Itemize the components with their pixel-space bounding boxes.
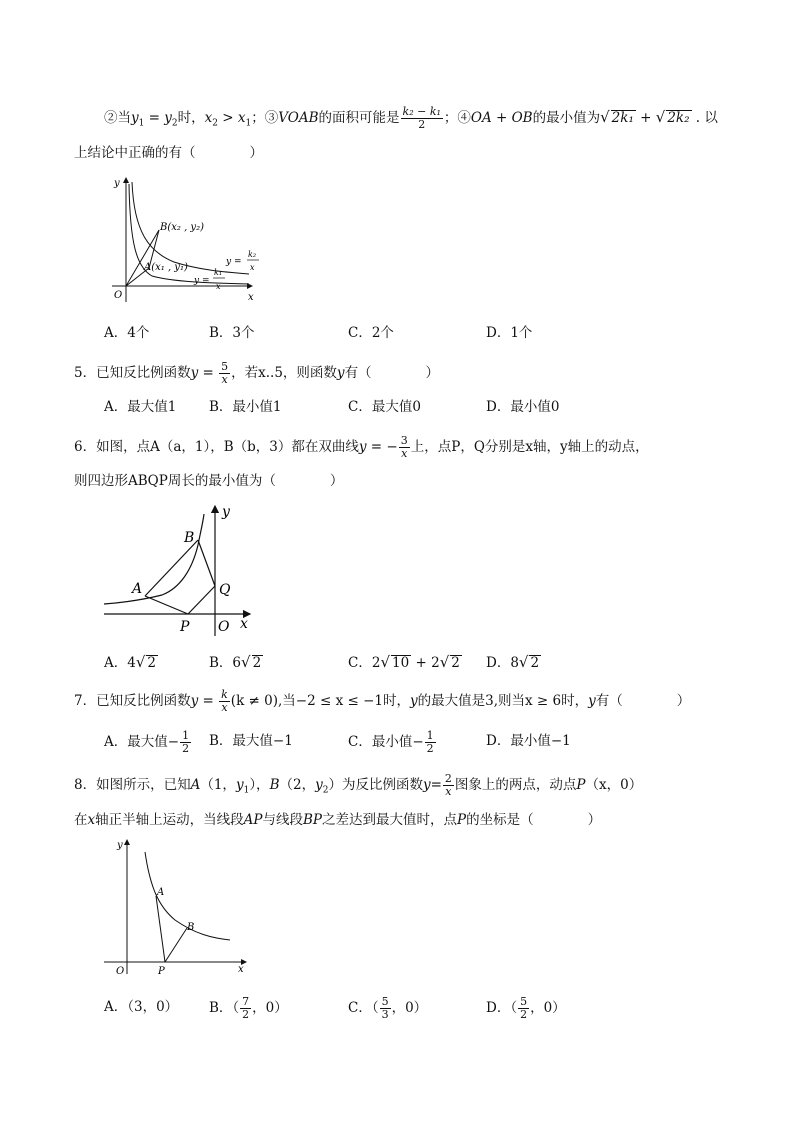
q8-option-b-fraction [240, 996, 251, 1021]
q8-option-c-end: ，0） [391, 1000, 428, 1016]
q6-option-c-root2: 2 [451, 655, 460, 671]
q7-option-a-num: 1 [182, 729, 190, 742]
q6-fig-b-label: B [184, 530, 195, 546]
q8-line2-d: 之差达到最大值时，点 [321, 812, 457, 828]
q6-option-c-coef1: 2 [371, 655, 381, 671]
sqrt-icon: √ [380, 653, 390, 671]
q7-option-c-num: 1 [426, 729, 434, 742]
q5-question [74, 361, 439, 386]
q8-fn: y= [422, 777, 442, 793]
q6-tail: 上，点P，Q分别是x轴，y轴上的动点， [410, 439, 649, 455]
q8-option-b-den: 2 [242, 1008, 250, 1021]
q6-fn: y = − [358, 439, 398, 455]
q7-cond: (k ≠ 0),当−2 ≤ x ≤ −1时， [230, 693, 410, 709]
q4-frac-num: k₂ − k₁ [402, 105, 441, 118]
q8-option-b-end: ，0） [252, 1000, 288, 1016]
q4-statements-line [104, 106, 718, 134]
q5-num: 5 [221, 360, 229, 373]
q6-option-c[interactable] [348, 651, 462, 674]
q8-segment-bp [165, 928, 187, 962]
q4-fig-k1-label: y = [194, 276, 210, 286]
q8-fig-x-label: x [238, 964, 244, 975]
q8-a-coord: （1， [200, 777, 236, 793]
q8-figure [100, 836, 260, 978]
q6-fig-p-label: P [180, 619, 190, 635]
q5-option-d[interactable]: D．最小值0 [486, 399, 560, 415]
q5-lead: 5．已知反比例函数 [74, 365, 191, 381]
q8-num: 2 [444, 772, 452, 785]
q8-fig-y-label: y [117, 840, 123, 851]
q8-option-c[interactable] [348, 996, 427, 1021]
q4-x1: x [237, 110, 246, 126]
q8-line2-c: 与线段 [262, 812, 303, 828]
q8-option-c-fraction [380, 996, 391, 1021]
q5-fn: y = [190, 365, 219, 381]
q6-segment-pq [188, 586, 215, 614]
q7-val: 3 [485, 693, 494, 709]
q6-question-line2: 则四边形ABQP周长的最小值为（ ） [74, 473, 344, 489]
q7-y: y [410, 693, 418, 709]
q6-option-b[interactable] [209, 651, 263, 674]
q8-lead: 8．如图所示，已知 [74, 777, 191, 793]
q8-b-coord: （2， [279, 777, 316, 793]
q4-s2: ②当 [104, 110, 131, 126]
q6-figure [100, 500, 260, 638]
q4-end: . 以 [691, 110, 718, 126]
q6-option-c-coef2: 2 [431, 655, 440, 671]
q7-fn: y = [190, 693, 219, 709]
q8-fraction [443, 773, 454, 798]
q8-den: x [445, 785, 452, 798]
q6-option-b-root: 2 [252, 655, 262, 671]
q8-y1: y [235, 777, 244, 793]
q7-option-b[interactable]: B．最大值−1 [209, 733, 293, 749]
q4-plus: + [635, 110, 656, 126]
q8-segment-ap [156, 896, 165, 962]
q4-option-d[interactable]: D．1个 [486, 325, 533, 341]
q6-question [74, 435, 649, 460]
q6-option-d-coef: 8 [510, 655, 519, 671]
q4-area-fraction [401, 106, 443, 131]
sqrt-icon: √ [655, 108, 666, 126]
q6-option-b-label: B． [209, 655, 233, 671]
q8-p2: P [456, 812, 467, 828]
q8-option-b-num: 7 [242, 995, 250, 1008]
q4-x2-sub: 2 [212, 118, 219, 129]
sqrt-icon: √ [518, 653, 529, 671]
q7-option-c-den: 2 [426, 742, 434, 755]
q8-p: P [576, 777, 586, 793]
q8-line2-b: 轴正半轴上运动，当线段 [95, 812, 244, 828]
q6-num: 3 [400, 434, 408, 447]
q7-mid: 的最大值是 [417, 693, 486, 709]
q4-fig-x-label: x [248, 292, 254, 303]
q7-option-c-fraction [425, 730, 436, 755]
q6-hyperbola [104, 514, 204, 604]
q8-option-b[interactable] [209, 996, 288, 1021]
q4-fig-k2-label: y = [226, 257, 242, 267]
q8-option-c-den: 3 [381, 1008, 389, 1021]
sqrt-icon: √ [135, 653, 146, 671]
q8-mid: 图象上的两点，动点 [454, 777, 577, 793]
q5-option-b[interactable]: B．最小值1 [209, 399, 282, 415]
q7-option-c[interactable] [348, 730, 437, 755]
q8-ap: AP [243, 812, 263, 828]
q8-option-a[interactable]: A．（3，0） [104, 999, 179, 1015]
q6-segment-bq [198, 540, 215, 586]
q8-y2-sub: 2 [322, 785, 329, 796]
q4-eq: = [144, 110, 165, 126]
q6-option-b-coef: 6 [232, 655, 242, 671]
q8-fig-b-label: B [187, 922, 195, 933]
q6-option-a-root: 2 [147, 655, 156, 671]
q6-option-d-label: D． [486, 655, 511, 671]
q4-min-text: 的最小值为 [532, 110, 601, 126]
q4-sum-text: OA + OB [470, 110, 533, 126]
q8-option-c-num: 5 [381, 995, 389, 1008]
q7-option-a-fraction [180, 730, 191, 755]
q8-a: A [190, 777, 201, 793]
q4-root1: 2k₁ [611, 110, 634, 126]
q4-fig-k1-num: k₁ [214, 268, 223, 277]
q6-option-c-label: C． [348, 655, 372, 671]
q4-fig-o-label: O [114, 290, 123, 301]
q6-fig-o-label: O [218, 619, 230, 635]
q4-area-tail: 的面积可能是 [318, 110, 400, 126]
q4-x1-sub: 1 [245, 118, 252, 129]
q6-lead: 6．如图，点A（a，1），B（b，3）都在双曲线 [74, 439, 359, 455]
q4-y1: y [131, 110, 139, 126]
q6-option-a-coef: 4 [127, 655, 136, 671]
q4-fig-y-label: y [114, 178, 120, 189]
q7-option-c-label: C．最小值− [348, 734, 424, 750]
q4-fig-a-label: A(x₁ , y₁) [144, 262, 188, 273]
q7-option-a[interactable] [104, 730, 192, 755]
q8-option-d-num: 5 [520, 995, 528, 1008]
q8-question-line2 [74, 810, 601, 830]
q7-mid2: ,则当x ≥ 6时， [493, 693, 589, 709]
q4-time: 时， [177, 110, 205, 126]
q8-y1-sub: 1 [243, 785, 250, 796]
q6-segment-ap [145, 596, 188, 614]
q6-option-a[interactable] [104, 651, 158, 674]
q5-cond: ，若x..5，则函数 [231, 365, 337, 381]
sqrt-icon: √ [439, 653, 450, 671]
q8-fig-o-label: O [116, 966, 125, 977]
q8-option-d-fraction [518, 996, 529, 1021]
q8-option-d-end: ，0） [530, 1000, 566, 1016]
q7-option-a-den: 2 [182, 742, 190, 755]
q8-fig-p-label: P [158, 966, 165, 977]
q6-option-c-root1: 10 [392, 655, 410, 671]
q7-option-a-label: A．最大值− [104, 734, 180, 750]
q6-option-d[interactable] [486, 651, 541, 674]
q8-p-coord: （x，0） [585, 777, 643, 793]
q4-y2: y [164, 110, 172, 126]
q8-line2-e: 的坐标是（ ） [466, 812, 602, 828]
q4-x2: x [204, 110, 213, 126]
q4-option-b[interactable]: B．3个 [209, 325, 255, 341]
sqrt-icon: √ [241, 653, 251, 671]
q5-option-c[interactable]: C．最大值0 [348, 399, 421, 415]
q7-tail: 有（ ） [595, 693, 691, 709]
q4-y2-sub: 2 [171, 118, 178, 129]
q6-option-c-plus: + [411, 655, 432, 671]
q4-frac-den: 2 [418, 118, 426, 131]
q4-y1-sub: 1 [138, 118, 145, 129]
q5-fraction [219, 361, 230, 386]
q8-option-d-den: 2 [520, 1008, 528, 1021]
q4-option-a[interactable]: A．4个 [104, 325, 150, 341]
q6-fig-a-label: A [132, 581, 143, 597]
q6-den: x [401, 447, 408, 460]
q7-num: k [221, 688, 228, 701]
q8-y2: y [315, 777, 323, 793]
q6-fig-y-label: y [222, 504, 230, 520]
q8-option-d-label: D．（ [486, 1000, 518, 1016]
q8-line2-x: x [87, 812, 96, 828]
q7-den: x [221, 701, 228, 714]
q4-fig-k2-den: x [250, 263, 255, 272]
q4-semi2: ；④ [443, 110, 471, 126]
q8-line2-a: 在 [74, 812, 88, 828]
q6-option-d-root: 2 [530, 655, 540, 671]
q5-tail: 有（ ） [344, 365, 440, 381]
q4-segment-ob [126, 230, 159, 286]
q7-question [74, 689, 690, 714]
q8-option-c-label: C．（ [348, 1000, 379, 1016]
q5-option-a[interactable]: A．最大值1 [104, 399, 177, 415]
q7-fraction [219, 689, 230, 714]
q4-option-c[interactable]: C．2个 [348, 325, 394, 341]
q7-lead: 7．已知反比例函数 [74, 693, 191, 709]
q8-option-b-label: B．（ [209, 1000, 240, 1016]
q7-option-d[interactable]: D．最小值−1 [486, 733, 571, 749]
q8-bp: BP [302, 812, 322, 828]
q6-fig-x-label: x [240, 616, 248, 632]
q5-y: y [336, 365, 345, 381]
q4-figure [104, 172, 274, 308]
q8-b-end: ）为反比例函数 [328, 777, 423, 793]
q8-b: B [269, 777, 280, 793]
q4-area-text: VOAB [278, 110, 319, 126]
q4-fig-b-label: B(x₂ , y₂) [160, 222, 204, 233]
q6-fig-q-label: Q [219, 582, 231, 598]
q6-fraction [399, 435, 410, 460]
q8-a-end: ）， [249, 777, 270, 793]
q8-fig-a-label: A [157, 887, 165, 898]
q4-question-line2: 上结论中正确的有（ ） [74, 145, 263, 161]
q4-gt: > [218, 110, 238, 126]
q6-option-a-label: A． [104, 655, 128, 671]
q4-root2: 2k₂ [667, 110, 690, 126]
q4-semi1: ；③ [251, 110, 279, 126]
q4-fig-k2-num: k₂ [248, 250, 257, 259]
q8-option-d[interactable] [486, 996, 566, 1021]
q5-den: x [221, 373, 228, 386]
q8-question [74, 773, 642, 801]
sqrt-icon: √ [600, 108, 610, 126]
q7-y2: y [588, 693, 596, 709]
q4-fig-k1-den: x [216, 282, 221, 291]
